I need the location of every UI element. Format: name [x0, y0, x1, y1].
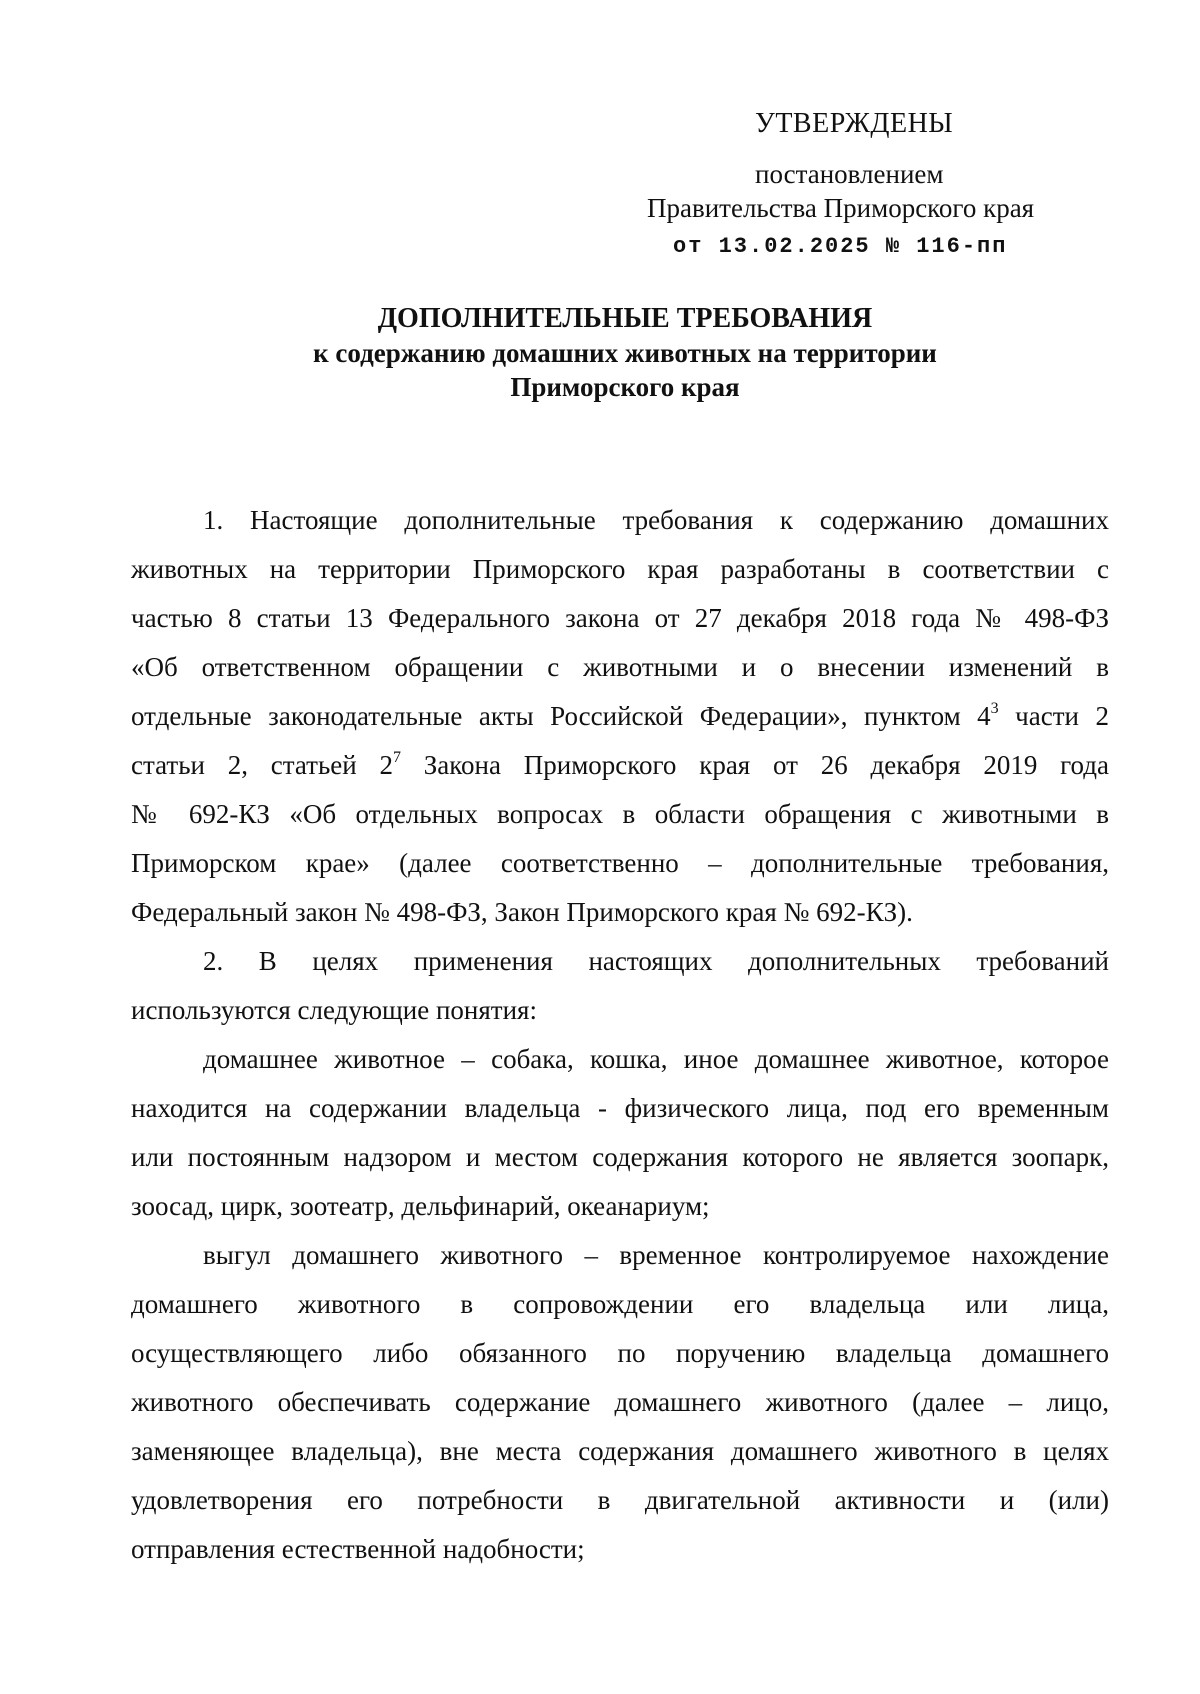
- paragraph-4-line-4: животного обеспечивать содержание домашнего животного (далее – лицо,: [131, 1387, 1109, 1417]
- paragraph-1-line-3: частью 8 статьи 13 Федерального закона от 27 декабря 2018 года № 498-ФЗ: [131, 603, 1109, 633]
- paragraph-1-line-6-text: статьи 2, статьей 2: [131, 750, 393, 780]
- title-main: ДОПОЛНИТЕЛЬНЫЕ ТРЕБОВАНИЯ: [377, 303, 873, 334]
- paragraph-4-line-3: осуществляющего либо обязанного по поручению владельца домашнего: [131, 1338, 1109, 1368]
- paragraph-1-line-5: [131, 692, 1109, 741]
- superscript-7: 7: [393, 749, 401, 766]
- paragraph-3-line-4: зоосад, цирк, зоотеатр, дельфинарий, океанариум;: [131, 1191, 710, 1221]
- approval-line-government: Правительства Приморского края: [647, 193, 1035, 223]
- paragraph-1-line-6: [131, 741, 1109, 790]
- paragraph-1-line-5-text: отдельные законодательные акты Российской Федерации», пунктом 4: [131, 701, 991, 731]
- paragraph-4: [131, 1231, 1109, 1574]
- paragraph-3-line-3: или постоянным надзором и местом содержания которого не является зоопарк,: [131, 1142, 1109, 1172]
- paragraph-3-line-2: находится на содержании владельца - физического лица, под его временным: [131, 1093, 1109, 1123]
- paragraph-1-line-9: Федеральный закон № 498-ФЗ, Закон Приморского края № 692-КЗ).: [131, 897, 913, 927]
- approval-line-resolution: постановлением: [755, 159, 944, 189]
- superscript-3: 3: [990, 700, 999, 717]
- paragraph-2: [131, 937, 1109, 1035]
- document-body: [131, 496, 1109, 1574]
- paragraph-1-line-1: 1. Настоящие дополнительные требования к содержанию домашних: [203, 505, 1109, 535]
- title-subtitle-line-2: Приморского края: [510, 372, 740, 402]
- paragraph-1-line-8: Приморском крае» (далее соответственно – дополнительные требования,: [131, 848, 1109, 878]
- paragraph-2-line-1: 2. В целях применения настоящих дополнительных требований: [203, 946, 1109, 976]
- paragraph-1-line-4: «Об ответственном обращении с животными и о внесении изменений в: [131, 652, 1109, 682]
- document-title: [0, 302, 1200, 404]
- paragraph-3-line-1: домашнее животное – собака, кошка, иное домашнее животное, которое: [203, 1044, 1109, 1074]
- paragraph-4-line-7: отправления естественной надобности;: [131, 1534, 585, 1564]
- approval-heading: УТВЕРЖДЕНЫ: [755, 108, 954, 139]
- paragraph-4-line-5: заменяющее владельца), вне места содержания домашнего животного в целях: [131, 1436, 1109, 1466]
- paragraph-2-line-2: используются следующие понятия:: [131, 995, 537, 1025]
- approval-line-date-number: от 13.02.2025 № 116-пп: [673, 234, 1008, 259]
- paragraph-1: [131, 496, 1109, 937]
- paragraph-1-line-7: № 692-КЗ «Об отдельных вопросах в области обращения с животными в: [131, 799, 1109, 829]
- title-subtitle-line-1: к содержанию домашних животных на территории: [313, 338, 937, 368]
- paragraph-1-line-5-tail: части 2: [998, 701, 1109, 731]
- paragraph-4-line-1: выгул домашнего животного – временное контролируемое нахождение: [203, 1240, 1109, 1270]
- paragraph-3: [131, 1035, 1109, 1231]
- paragraph-4-line-2: домашнего животного в сопровождении его владельца или лица,: [131, 1289, 1109, 1319]
- paragraph-1-line-2: животных на территории Приморского края разработаны в соответствии с: [131, 554, 1109, 584]
- paragraph-4-line-6: удовлетворения его потребности в двигательной активности и (или): [131, 1485, 1109, 1515]
- paragraph-1-line-6-tail: Закона Приморского края от 26 декабря 2019 года: [401, 750, 1109, 780]
